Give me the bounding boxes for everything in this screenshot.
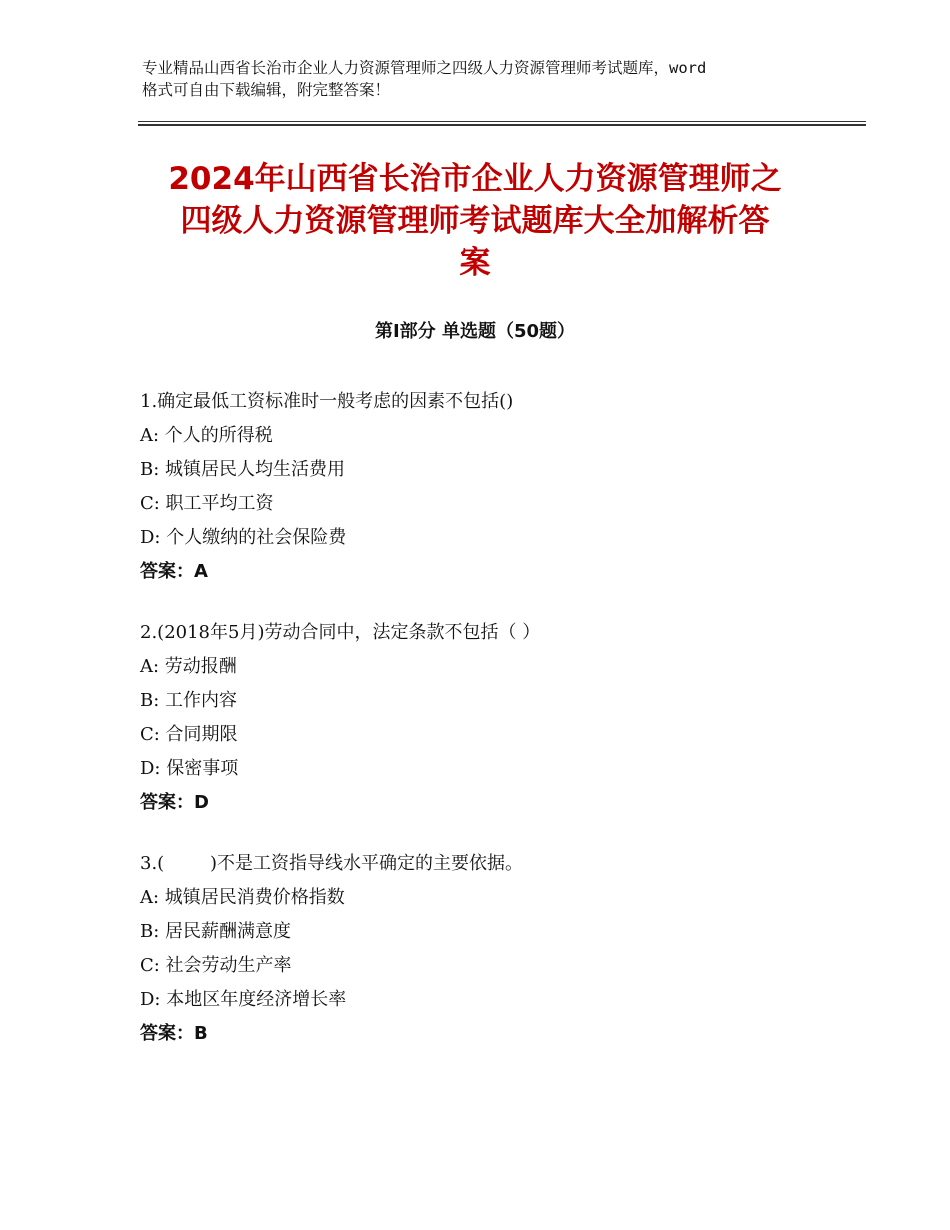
option-d: D: 本地区年度经济增长率 bbox=[140, 989, 347, 1010]
option-b: B: 城镇居民人均生活费用 bbox=[140, 459, 346, 480]
option-d: D: 个人缴纳的社会保险费 bbox=[140, 527, 347, 548]
option-c: C: 社会劳动生产率 bbox=[140, 955, 292, 976]
header-divider-thick bbox=[138, 124, 866, 126]
answer: 答案：D bbox=[140, 792, 209, 813]
question-stem: 2.(2018年5月)劳动合同中，法定条款不包括（ ） bbox=[140, 622, 541, 643]
question-1 bbox=[140, 385, 860, 589]
answer: 答案：B bbox=[140, 1023, 208, 1044]
option-d: D: 保密事项 bbox=[140, 758, 239, 779]
header-note-line-2: 格式可自由下载编辑，附完整答案！ bbox=[142, 81, 391, 99]
title-line-3: 案 bbox=[459, 245, 491, 281]
header-note bbox=[142, 57, 832, 101]
option-a: A: 劳动报酬 bbox=[140, 656, 237, 677]
option-b: B: 工作内容 bbox=[140, 690, 238, 711]
title-line-1: 2024年山西省长治市企业人力资源管理师之 bbox=[168, 161, 782, 197]
header-divider-thin bbox=[138, 121, 866, 122]
option-a: A: 个人的所得税 bbox=[140, 425, 273, 446]
document-title bbox=[120, 158, 830, 284]
option-a: A: 城镇居民消费价格指数 bbox=[140, 887, 345, 908]
question-3 bbox=[140, 847, 860, 1051]
question-2 bbox=[140, 616, 860, 820]
option-c: C: 合同期限 bbox=[140, 724, 238, 745]
answer: 答案：A bbox=[140, 561, 208, 582]
question-list bbox=[140, 385, 860, 1078]
option-c: C: 职工平均工资 bbox=[140, 493, 274, 514]
header-note-line-1: 专业精品山西省长治市企业人力资源管理师之四级人力资源管理师考试题库，word bbox=[142, 59, 707, 77]
title-line-2: 四级人力资源管理师考试题库大全加解析答 bbox=[180, 203, 770, 239]
question-stem: 1.确定最低工资标准时一般考虑的因素不包括() bbox=[140, 391, 514, 412]
question-stem: 3.( )不是工资指导线水平确定的主要依据。 bbox=[140, 853, 523, 874]
section-title: 第Ⅰ部分 单选题（50题） bbox=[374, 321, 575, 342]
option-b: B: 居民薪酬满意度 bbox=[140, 921, 292, 942]
